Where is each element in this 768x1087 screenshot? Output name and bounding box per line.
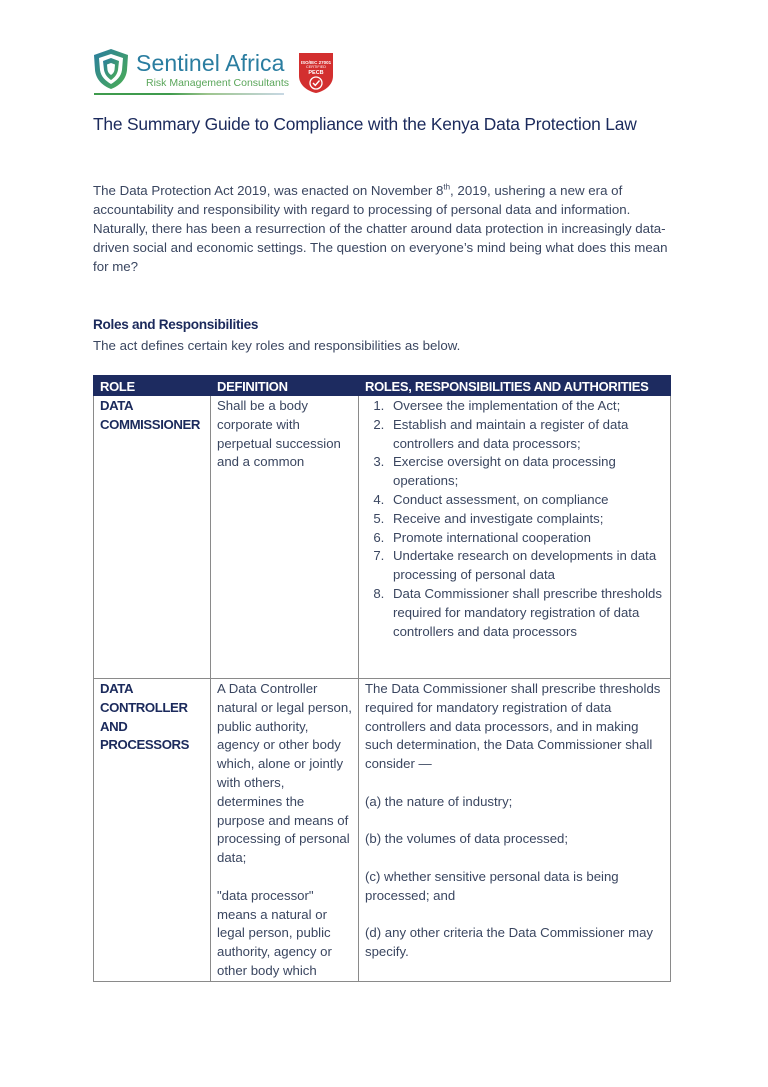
- responsibilities-cell: [359, 396, 671, 679]
- responsibilities-cell: [359, 679, 671, 982]
- list-item: 1. Oversee the implementation of the Act;: [388, 397, 665, 416]
- column-header-definition: DEFINITION: [211, 376, 359, 396]
- table-row: [94, 679, 671, 982]
- criteria-c: (c) whether sensitive personal data is being processed; and: [365, 868, 619, 903]
- column-header-responsibilities: ROLES, RESPONSIBILITIES AND AUTHORITIES: [359, 376, 671, 396]
- list-item: 5. Receive and investigate complaints;: [388, 510, 665, 529]
- criteria-b: (b) the volumes of data processed;: [365, 831, 569, 847]
- definition-cell: Shall be a body corporate with perpetual succession and a common: [211, 396, 359, 679]
- responsibility-paragraph: The Data Commissioner shall prescribe thresholds required for mandatory registration of data controllers and data processors, and in making such determination, the Data Commissioner shall consider —: [365, 681, 661, 772]
- list-item: 4. Conduct assessment, on compliance: [388, 491, 665, 510]
- list-item: 8. Data Commissioner shall prescribe thresholds required for mandatory registration of data controllers and data processors: [388, 585, 665, 641]
- list-item: 6. Promote international cooperation: [388, 529, 665, 548]
- list-item: 2. Establish and maintain a register of data controllers and data processors;: [388, 416, 665, 454]
- role-label: DATA CONTROLLER AND PROCESSORS: [100, 681, 190, 753]
- table-row: [94, 396, 671, 679]
- criteria-d: (d) any other criteria the Data Commissioner may specify.: [365, 925, 654, 960]
- responsibilities-list: [365, 397, 665, 641]
- roles-table: [93, 375, 671, 982]
- definition-processor: "data processor" means a natural or legal person, public authority, agency or other body which: [217, 887, 332, 978]
- list-item: 7. Undertake research on developments in data processing of personal data: [388, 547, 665, 585]
- intro-text-b: , 2019, ushering a new era of accountability and responsibility with regard to processing of personal data and information. Naturally, there has been a resurrection of the chatter around data protection in increasingly data-driven social and economic settings. The question on everyone’s mind being what does this mean for me?: [93, 183, 668, 274]
- definition-controller: A Data Controller natural or legal person, public authority, agency or other body which, alone or jointly with others, determines the purpose and means of processing of personal data;: [217, 681, 352, 866]
- section-heading: Roles and Responsibilities: [93, 317, 259, 332]
- criteria-a: (a) the nature of industry;: [365, 793, 513, 809]
- role-cell: [94, 679, 211, 982]
- role-cell: DATA COMMISSIONER: [94, 396, 211, 679]
- intro-superscript: th: [443, 182, 451, 192]
- table-header-row: [94, 376, 671, 396]
- logo-divider: [94, 93, 284, 95]
- section-intro: The act defines certain key roles and responsibilities as below.: [93, 338, 461, 353]
- intro-text-a: The Data Protection Act 2019, was enacted on November 8: [93, 183, 444, 198]
- badge-issuer: PECB: [308, 70, 324, 76]
- company-logo: [92, 48, 342, 98]
- list-item: 3. Exercise oversight on data processing operations;: [388, 453, 665, 491]
- logo-name: Sentinel Africa: [136, 50, 285, 76]
- definition-cell: [211, 679, 359, 982]
- certification-badge: [298, 52, 334, 94]
- shield-logo-icon: [92, 48, 130, 90]
- badge-standard: ISO/IEC 27001: [300, 60, 332, 65]
- badge-certified: CERTIFIED: [306, 65, 326, 69]
- logo-tagline: Risk Management Consultants: [146, 77, 289, 89]
- document-title: The Summary Guide to Compliance with the Kenya Data Protection Law: [93, 114, 637, 134]
- column-header-role: ROLE: [94, 376, 211, 396]
- intro-paragraph: [93, 181, 678, 276]
